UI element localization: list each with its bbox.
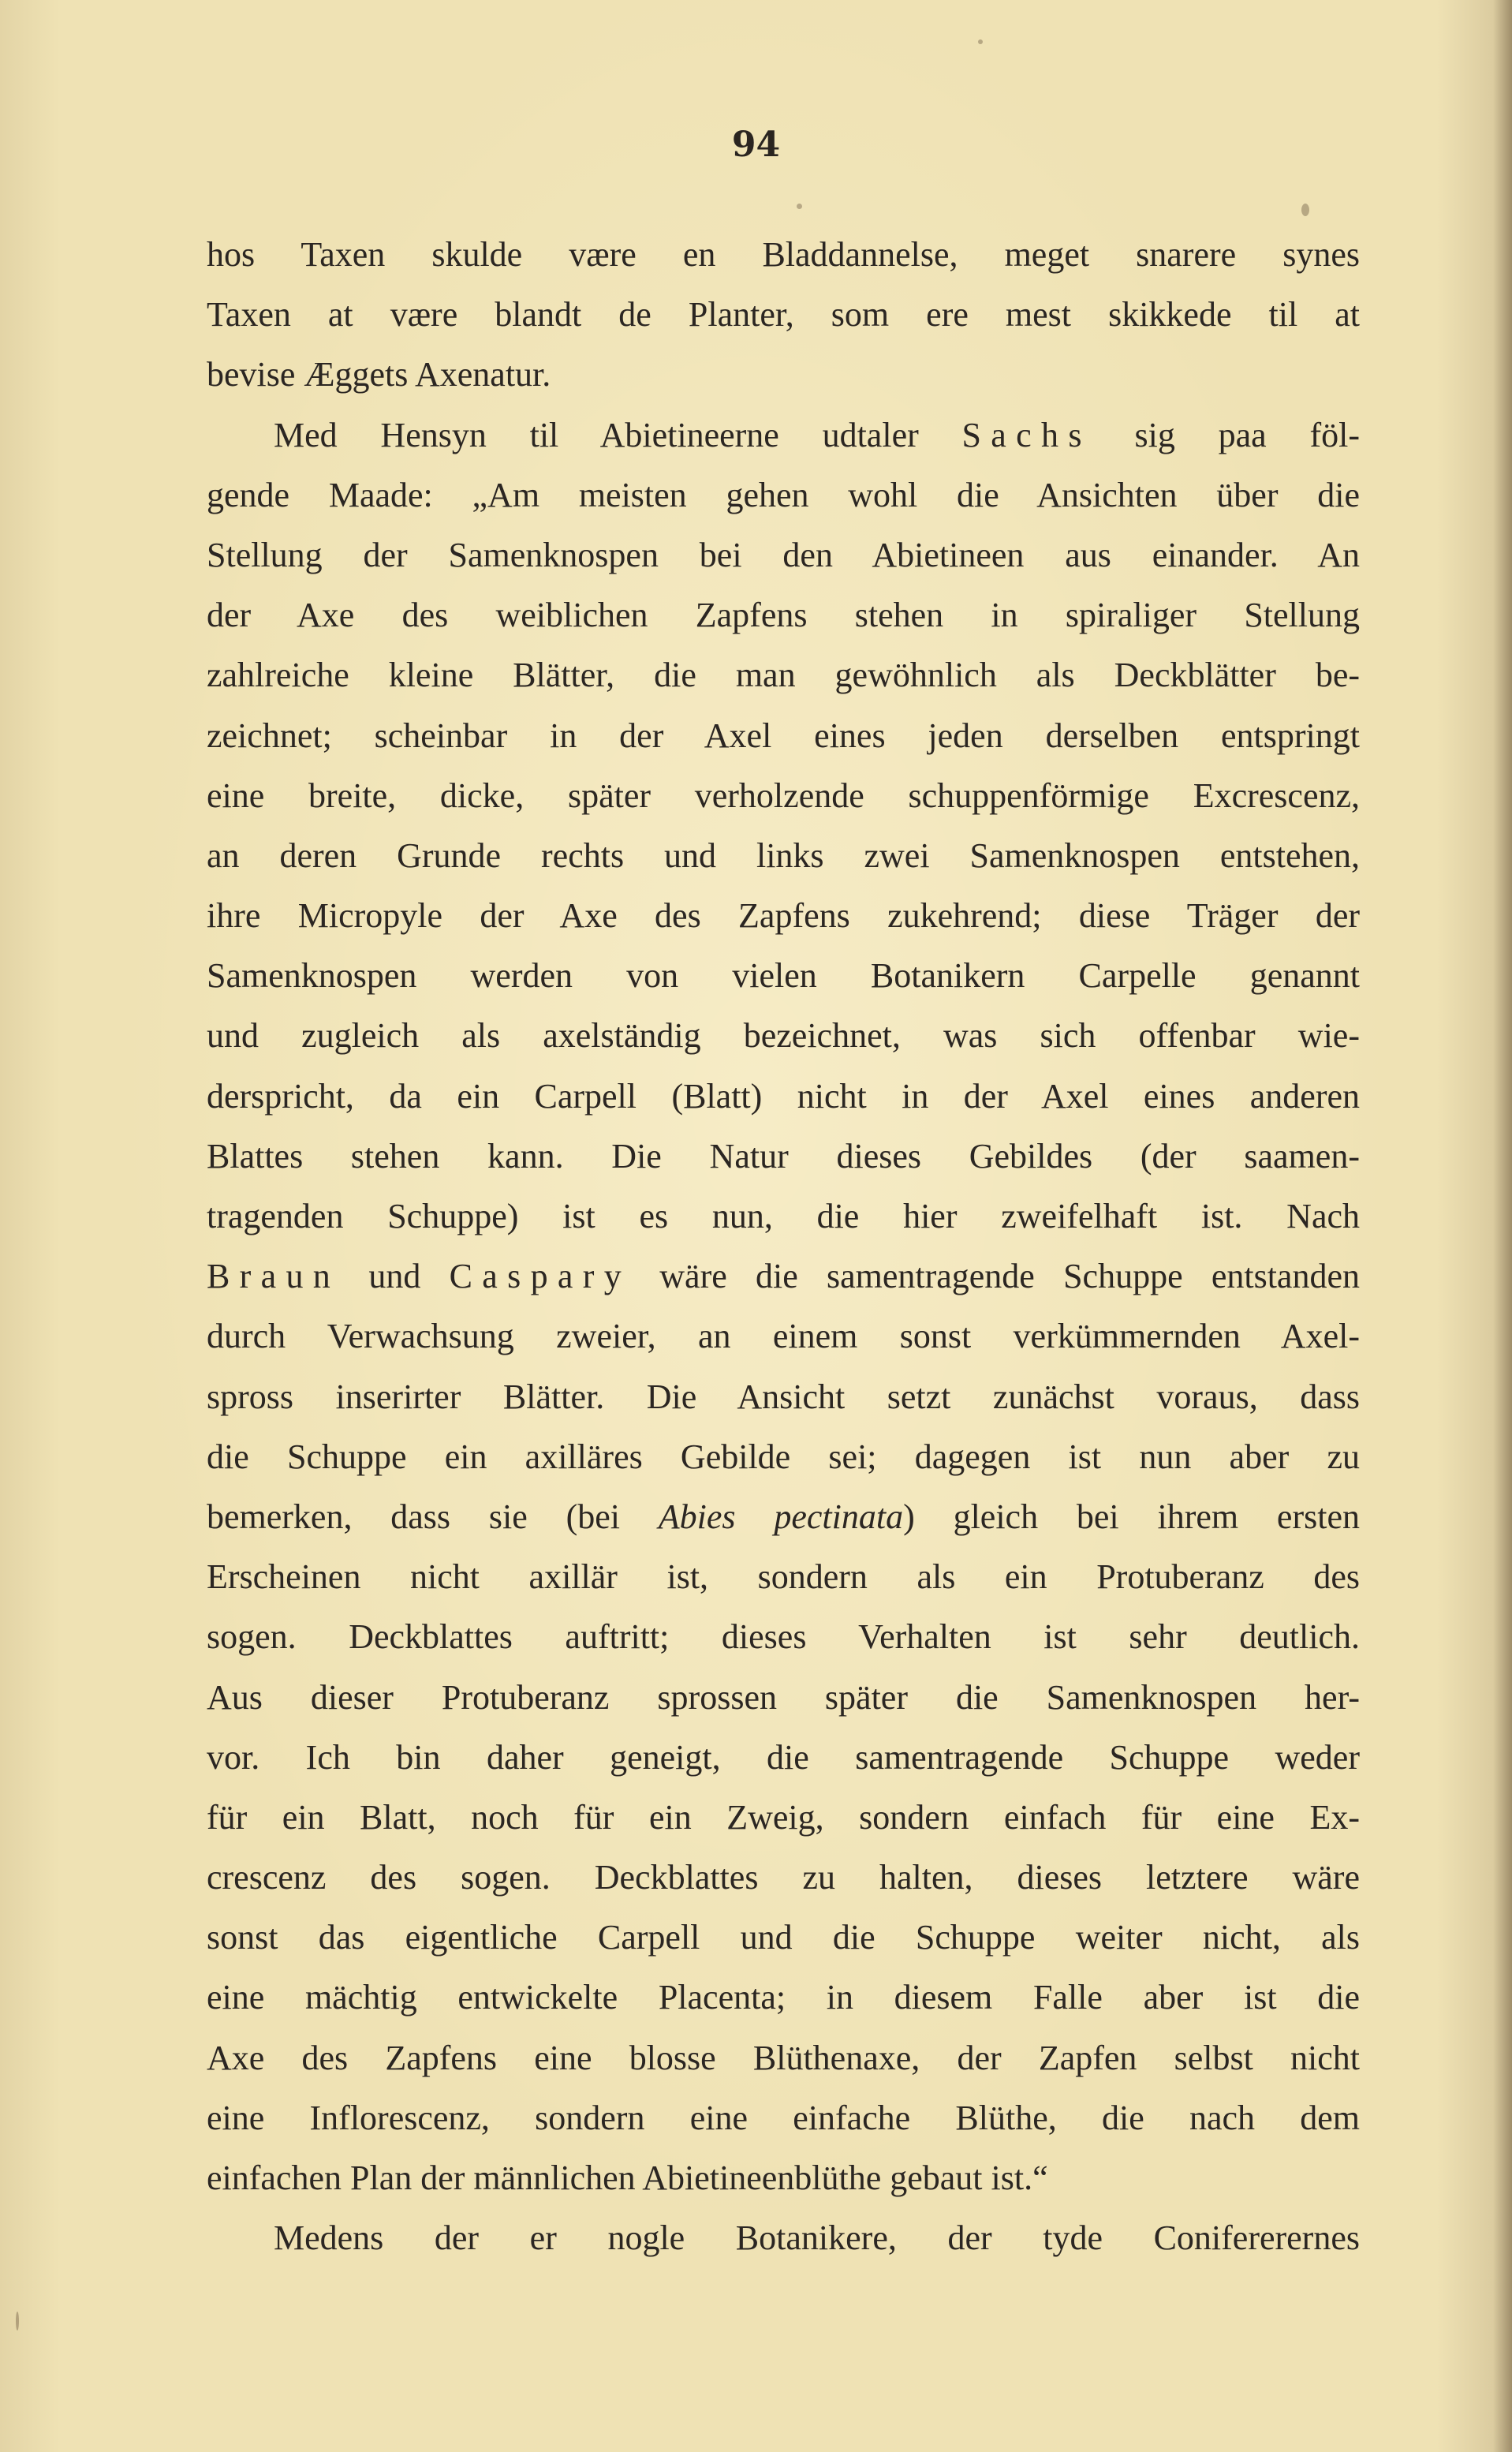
text-line: der Axe des weiblichen Zapfens stehen in spiraliger Stellung <box>207 596 1360 635</box>
text-line: hos Taxen skulde være en Bladdannelse, meget snarere synes <box>207 235 1360 274</box>
text-line: sonst das eigentliche Carpell und die Schuppe weiter nicht, als <box>207 1918 1360 1957</box>
line-segment: bemerken, dass sie (bei <box>207 1497 659 1536</box>
text-line: durch Verwachsung zweier, an einem sonst verkümmernden Axel- <box>207 1317 1360 1356</box>
text-line: die Schuppe ein axilläres Gebilde sei; dagegen ist nun aber zu <box>207 1437 1360 1476</box>
line-segment: ) gleich bei ihrem ersten <box>903 1497 1360 1536</box>
text-line: eine Inflorescenz, sondern eine einfache Blüthe, die nach dem <box>207 2098 1360 2137</box>
text-line: ihre Micropyle der Axe des Zapfens zukehrend; diese Träger der <box>207 896 1360 936</box>
text-line: Taxen at være blandt de Planter, som ere mest skikkede til at <box>207 295 1360 335</box>
text-line: spross inserirter Blätter. Die Ansicht setzt zunächst voraus, dass <box>207 1377 1360 1416</box>
line-segment: Med Hensyn til Abietineerne udtaler <box>274 415 962 454</box>
text-line: Aus dieser Protuberanz sprossen später die Samenknospen her- <box>207 1677 1360 1717</box>
author-name-caspary: Caspary <box>449 1257 632 1296</box>
text-line <box>207 406 1360 465</box>
text-line: Axe des Zapfens eine blosse Blüthenaxe, der Zapfen selbst nicht <box>207 2038 1360 2077</box>
text-line: eine breite, dicke, später verholzende schuppenförmige Excrescenz, <box>207 776 1360 815</box>
text-line: Medens der er nogle Botanikere, der tyde Conifererernes <box>274 2218 1360 2258</box>
line-segment: und <box>340 1257 450 1296</box>
text-line: und zugleich als axelständig bezeichnet, was sich offenbar wie- <box>207 1016 1360 1056</box>
text-line: Samenknospen werden von vielen Botanikern Carpelle genannt <box>207 956 1360 996</box>
paper-speck <box>1301 204 1309 216</box>
text-line: tragenden Schuppe) ist es nun, die hier zweifelhaft ist. Nach <box>207 1197 1360 1235</box>
text-line: bevise Æggets Axenatur. <box>207 355 551 394</box>
text-line: derspricht, da ein Carpell (Blatt) nicht in der Axel eines anderen <box>207 1076 1360 1116</box>
paper-speck <box>978 39 983 44</box>
paper-speck <box>16 2312 19 2331</box>
text-line: sogen. Deckblattes auftritt; dieses Verhalten ist sehr deutlich. <box>207 1617 1360 1657</box>
page-edge-shadow <box>1493 0 1512 2452</box>
author-name-braun: Braun <box>207 1257 341 1296</box>
text-line: Erscheinen nicht axillär ist, sondern als ein Protuberanz des <box>207 1557 1360 1597</box>
text-line: an deren Grunde rechts und links zwei Samenknospen entstehen, <box>207 835 1360 875</box>
page-number: 94 <box>731 125 781 165</box>
line-segment: sig paa föl- <box>1091 415 1360 454</box>
text-line: eine mächtig entwickelte Placenta; in diesem Falle aber ist die <box>207 1978 1360 2017</box>
text-line: zahlreiche kleine Blätter, die man gewöhnlich als Deckblätter be- <box>207 656 1360 695</box>
body-text <box>207 225 1360 2268</box>
paper-speck <box>797 204 802 209</box>
text-line: einfachen Plan der männlichen Abietineenblüthe gebaut ist.“ <box>207 2159 1048 2197</box>
text-line: crescenz des sogen. Deckblattes zu halten, dieses letztere wäre <box>207 1858 1360 1897</box>
species-name: Abies pectinata <box>658 1497 904 1536</box>
text-line <box>207 1247 1360 1306</box>
line-segment: wäre die samentragende Schuppe entstanden <box>631 1257 1360 1296</box>
text-line: zeichnet; scheinbar in der Axel eines jeden derselben entspringt <box>207 716 1360 755</box>
text-line: für ein Blatt, noch für ein Zweig, sondern einfach für eine Ex- <box>207 1797 1360 1837</box>
text-line: Blattes stehen kann. Die Natur dieses Gebildes (der saamen- <box>207 1136 1360 1176</box>
text-line <box>207 1487 1360 1547</box>
text-line: Stellung der Samenknospen bei den Abietineen aus einander. An <box>207 535 1360 574</box>
text-line: gende Maade: „Am meisten gehen wohl die Ansichten über die <box>207 475 1360 514</box>
text-line: vor. Ich bin daher geneigt, die samentragende Schuppe weder <box>207 1737 1360 1777</box>
author-name-sachs: Sachs <box>961 415 1092 454</box>
